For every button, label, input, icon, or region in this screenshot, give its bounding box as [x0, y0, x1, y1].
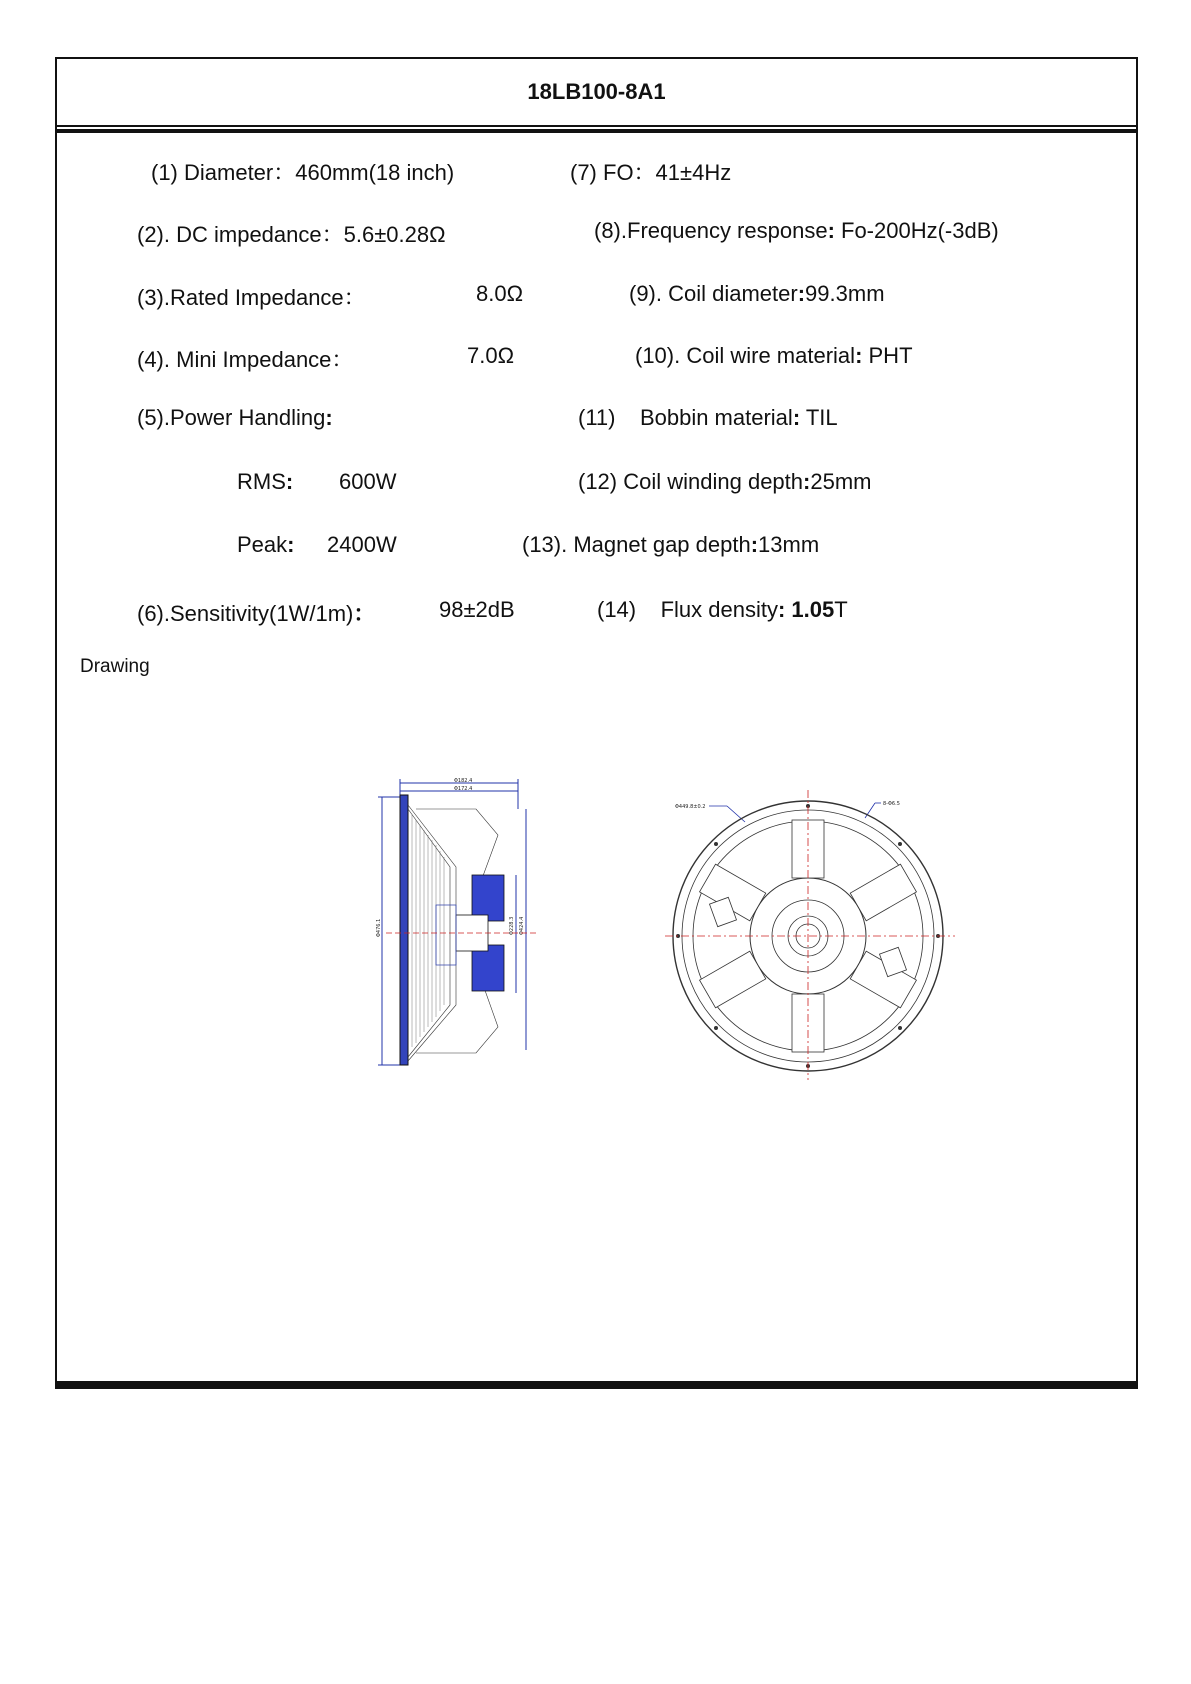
- dim-left: Φ476.1: [376, 918, 382, 937]
- spec-rated-impedance-value: 8.0Ω: [476, 281, 524, 306]
- spec-fo: (7) FO：41±4Hz: [570, 160, 732, 185]
- dim-right-2: Φ424.4: [519, 916, 525, 935]
- spec-coil-winding-depth: (12) Coil winding depth:25mm: [578, 469, 872, 494]
- speaker-front-view-drawing: [665, 790, 965, 1080]
- spec-rms-label: RMS:: [237, 469, 294, 494]
- dim-top-1: Φ182.4: [454, 778, 473, 784]
- spec-coil-wire-material: (10). Coil wire material: PHT: [635, 343, 913, 368]
- title-divider: [57, 125, 1136, 133]
- spec-mini-impedance-value: 7.0Ω: [467, 343, 515, 368]
- spec-coil-diameter: (9). Coil diameter:99.3mm: [629, 281, 885, 306]
- dim-top-2: Φ172.4: [454, 786, 473, 792]
- spec-sensitivity: (6).Sensitivity(1W/1m)：: [137, 601, 376, 626]
- spec-peak-value: 2400W: [327, 532, 397, 557]
- speaker-side-view-drawing: [376, 775, 546, 1075]
- spec-dc-impedance: (2). DC impedance：5.6±0.28Ω: [137, 222, 446, 247]
- spec-frequency-response: (8).Frequency response: Fo-200Hz(-3dB): [594, 218, 999, 243]
- spec-flux-density: (14) Flux density: 1.05T: [597, 597, 848, 622]
- spec-bobbin-material: (11) Bobbin material: TIL: [578, 405, 838, 430]
- spec-sensitivity-value: 98±2dB: [439, 597, 515, 622]
- spec-magnet-gap-depth: (13). Magnet gap depth:13mm: [522, 532, 820, 557]
- dim-right-1: Φ228.3: [509, 916, 515, 935]
- spec-mini-impedance: (4). Mini Impedance：: [137, 347, 354, 372]
- dim-front-right: 8-Φ6.5: [883, 801, 900, 807]
- spec-rms-value: 600W: [339, 469, 397, 494]
- spec-diameter: (1) Diameter：460mm(18 inch): [151, 160, 455, 185]
- spec-peak-label: Peak:: [237, 532, 295, 557]
- dim-front-left: Φ449.8±0.2: [675, 804, 706, 810]
- spec-rated-impedance: (3).Rated Impedance：: [137, 285, 366, 310]
- spec-power-handling: (5).Power Handling:: [137, 405, 333, 430]
- drawing-label: Drawing: [80, 656, 150, 677]
- bottom-divider: [55, 1381, 1138, 1389]
- spec-sheet-frame: [55, 57, 1138, 1389]
- model-title: 18LB100-8A1: [527, 79, 666, 104]
